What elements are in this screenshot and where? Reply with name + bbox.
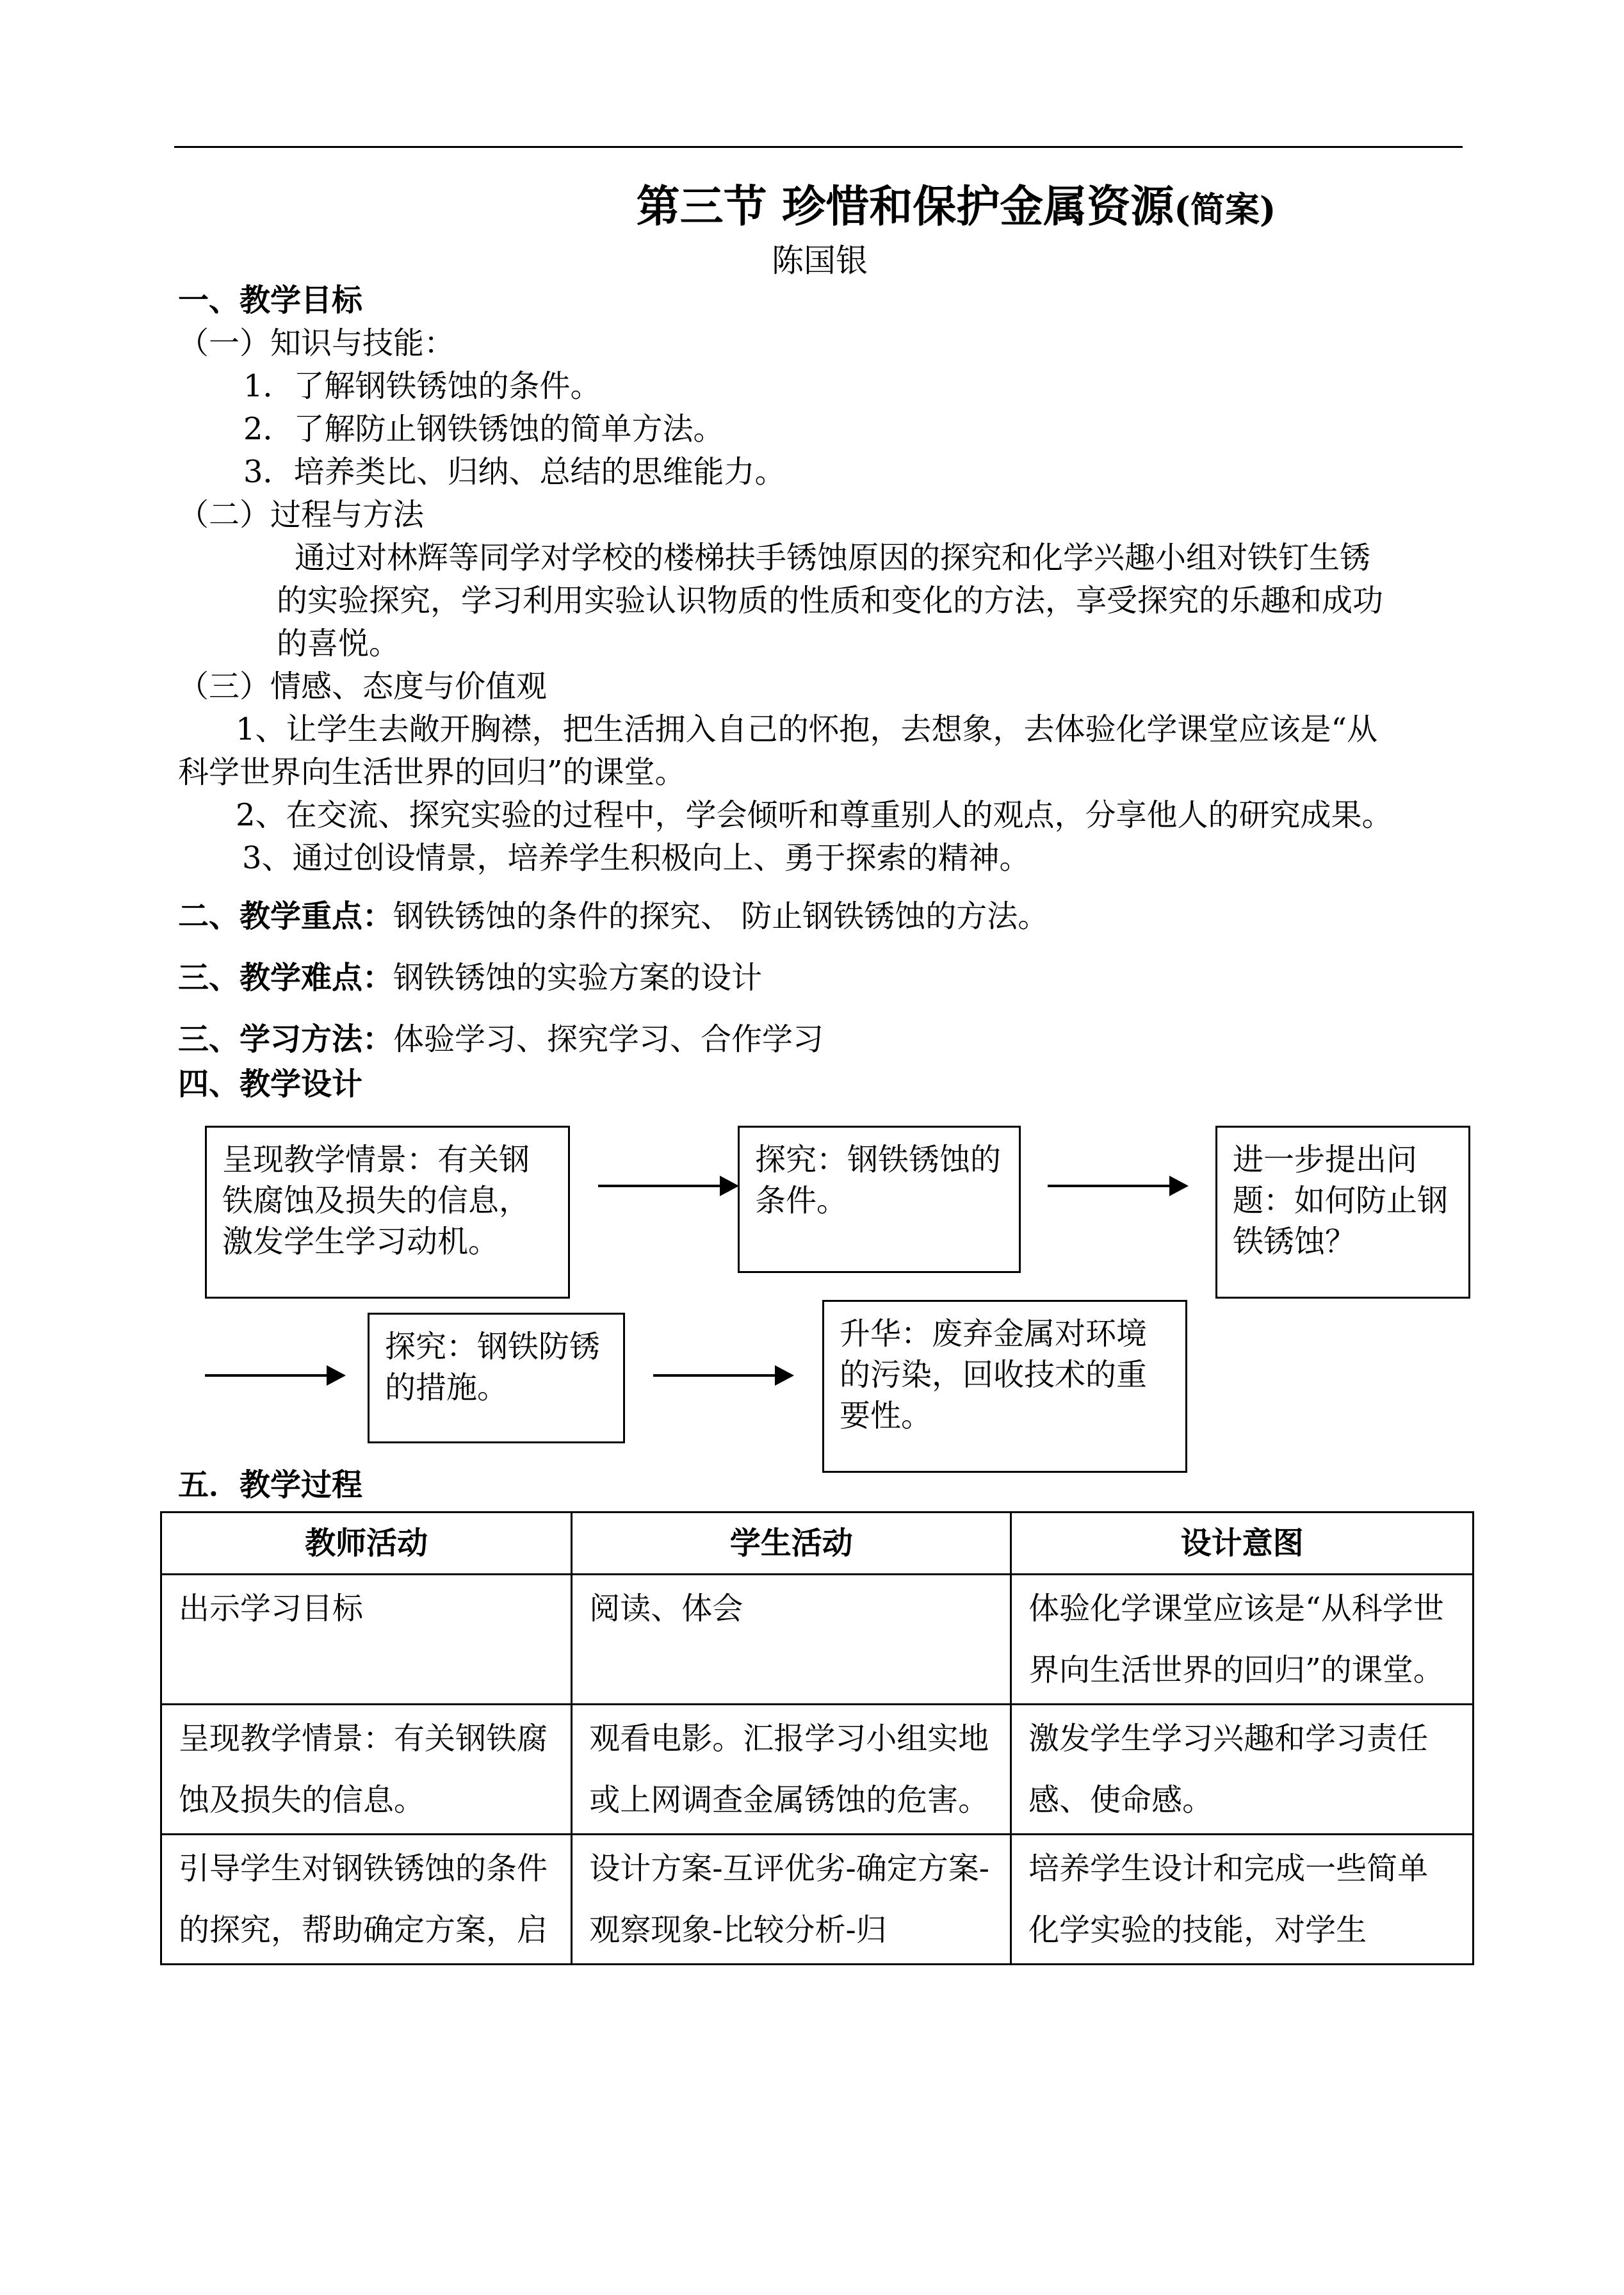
section-heading-design: 四、教学设计 — [178, 1066, 363, 1102]
paragraph-line: 通过对林辉等同学对学校的楼梯扶手锈蚀原因的探究和化学兴趣小组对铁钉生锈 — [295, 540, 1371, 576]
difficulties: 三、教学难点：钢铁锈蚀的实验方案的设计 — [178, 960, 763, 996]
process-table — [160, 1511, 1474, 1965]
paragraph-line: 3、通过创设情景，培养学生积极向上、勇于探索的精神。 — [242, 840, 1030, 876]
paragraph-line: 2、在交流、探究实验的过程中，学会倾听和尊重别人的观点，分享他人的研究成果。 — [236, 797, 1393, 833]
list-item: 1．了解钢铁锈蚀的条件。 — [243, 368, 601, 404]
learning-methods: 三、学习方法：体验学习、探究学习、合作学习 — [178, 1021, 824, 1057]
list-item: 2．了解防止钢铁锈蚀的简单方法。 — [243, 411, 724, 447]
column-header-teacher: 教师活动 — [161, 1512, 572, 1575]
table-header-row — [161, 1512, 1474, 1575]
table-cell: 激发学生学习兴趣和学习责任感、使命感。 — [1011, 1705, 1474, 1835]
section-heading-process: 五．教学过程 — [178, 1467, 363, 1503]
arrow-icon — [653, 1374, 792, 1377]
author: 陈国银 — [772, 242, 868, 279]
arrow-icon — [205, 1374, 343, 1377]
arrow-icon — [598, 1185, 736, 1187]
paragraph-line: 科学世界向生活世界的回归”的课堂。 — [178, 754, 686, 790]
column-header-student: 学生活动 — [572, 1512, 1011, 1575]
table-row — [161, 1705, 1474, 1835]
table-cell: 呈现教学情景：有关钢铁腐蚀及损失的信息。 — [161, 1705, 572, 1835]
list-item: 3．培养类比、归纳、总结的思维能力。 — [243, 454, 786, 490]
table-cell: 设计方案-互评优劣-确定方案-观察现象-比较分析-归 — [572, 1835, 1011, 1965]
table-cell: 观看电影。汇报学习小组实地或上网调查金属锈蚀的危害。 — [572, 1705, 1011, 1835]
flow-step-1: 呈现教学情景：有关钢铁腐蚀及损失的信息，激发学生学习动机。 — [205, 1126, 570, 1299]
flow-step-2: 探究：钢铁锈蚀的条件。 — [738, 1126, 1021, 1273]
header-rule — [174, 146, 1463, 148]
section-heading-objectives: 一、教学目标 — [178, 282, 363, 318]
table-row — [161, 1575, 1474, 1705]
table-cell: 培养学生设计和完成一些简单化学实验的技能，对学生 — [1011, 1835, 1474, 1965]
sub-heading-attitude: （三）情感、态度与价值观 — [178, 669, 548, 704]
sub-heading-process: （二）过程与方法 — [178, 497, 425, 533]
table-cell: 引导学生对钢铁锈蚀的条件的探究，帮助确定方案，启 — [161, 1835, 572, 1965]
paragraph-line: 1、让学生去敞开胸襟，把生活拥入自己的怀抱，去想象，去体验化学课堂应该是“从 — [236, 711, 1378, 747]
flow-step-4: 探究：钢铁防锈的措施。 — [368, 1313, 625, 1443]
table-row — [161, 1835, 1474, 1965]
title-suffix: (简案) — [1174, 189, 1276, 230]
page-title: 第三节 珍惜和保护金属资源(简案) — [636, 181, 1276, 232]
paragraph-line: 的喜悦。 — [277, 626, 400, 661]
flow-step-5: 升华：废弃金属对环境的污染，回收技术的重要性。 — [822, 1300, 1187, 1473]
key-points: 二、教学重点：钢铁锈蚀的条件的探究、 防止钢铁锈蚀的方法。 — [178, 898, 1049, 934]
table-cell: 体验化学课堂应该是“从科学世界向生活世界的回归”的课堂。 — [1011, 1575, 1474, 1705]
column-header-intent: 设计意图 — [1011, 1512, 1474, 1575]
paragraph-line: 的实验探究，学习利用实验认识物质的性质和变化的方法，享受探究的乐趣和成功 — [277, 583, 1384, 619]
table-cell: 阅读、体会 — [572, 1575, 1011, 1705]
sub-heading-knowledge: （一）知识与技能： — [178, 325, 455, 361]
arrow-icon — [1048, 1185, 1186, 1187]
flow-step-3: 进一步提出问题：如何防止钢铁锈蚀？ — [1215, 1126, 1470, 1299]
table-cell: 出示学习目标 — [161, 1575, 572, 1705]
